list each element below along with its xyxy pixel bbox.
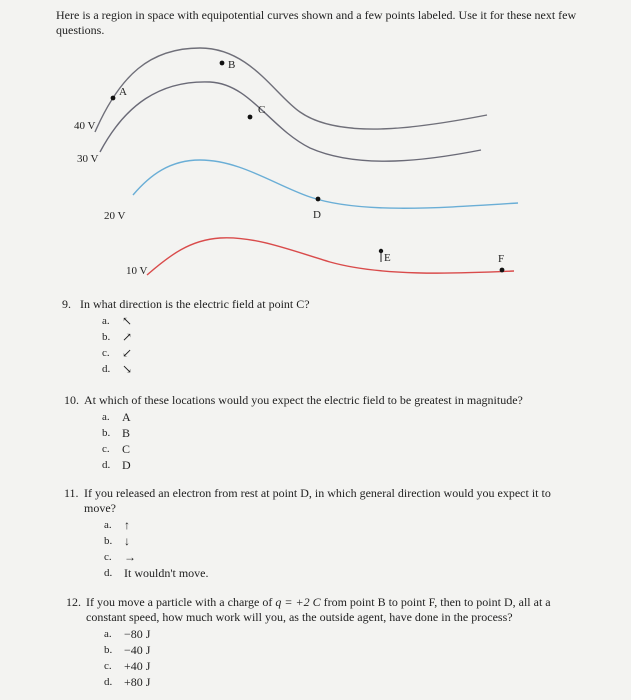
point-c-label: C bbox=[258, 104, 266, 116]
point-f-dot bbox=[500, 268, 505, 273]
option-c[interactable]: c. → bbox=[104, 550, 136, 564]
arrow-up-right-icon: ↗ bbox=[122, 330, 133, 344]
intro-text: Here is a region in space with equipotential curves shown and a few points labeled. Use it for these next few questions. bbox=[56, 8, 577, 37]
question-number: 12. bbox=[66, 595, 81, 609]
curve-30v bbox=[100, 82, 481, 161]
point-c-dot bbox=[248, 115, 253, 120]
question-9 bbox=[62, 297, 582, 377]
arrow-up-icon: ↑ bbox=[124, 518, 130, 532]
point-a-label: A bbox=[119, 86, 127, 98]
option-b[interactable]: b. ↓ bbox=[104, 534, 130, 548]
question-text: At which of these locations would you expect the electric field to be greatest in magnitude? bbox=[84, 393, 523, 407]
option-c[interactable]: c. C bbox=[102, 442, 131, 456]
question-11 bbox=[64, 486, 564, 581]
arrow-down-left-icon: ↙ bbox=[122, 346, 133, 360]
point-a-dot bbox=[111, 96, 116, 101]
label-20v: 20 V bbox=[104, 210, 126, 222]
question-12 bbox=[66, 595, 566, 690]
question-text: In what direction is the electric field at point C? bbox=[80, 297, 310, 311]
option-c[interactable]: c. ↙ bbox=[102, 346, 133, 360]
question-text: If you move a particle with a charge of q = +2 C from point B to point F, then to point D, all at a constant speed, how much work will you, as the outside agent, have done in the process? bbox=[86, 595, 551, 624]
arrow-down-right-icon: ↘ bbox=[122, 362, 133, 376]
option-b[interactable]: b. ↗ bbox=[102, 330, 133, 344]
option-a[interactable]: a. A bbox=[102, 410, 131, 424]
option-d[interactable]: d. It wouldn't move. bbox=[104, 566, 209, 580]
option-a[interactable]: a. ↑ bbox=[104, 518, 130, 532]
option-d[interactable]: d. +80 J bbox=[104, 675, 151, 689]
question-number: 11. bbox=[64, 486, 79, 500]
point-e-label: E bbox=[384, 252, 391, 264]
charge-expression: q = +2 C bbox=[275, 595, 321, 609]
equipotential-figure bbox=[0, 0, 631, 300]
question-number: 10. bbox=[64, 393, 79, 407]
option-d[interactable]: d. ↘ bbox=[102, 362, 133, 376]
question-text: If you released an electron from rest at point D, in which general direction would you expect it to move? bbox=[84, 486, 551, 515]
point-f-label: F bbox=[498, 253, 505, 265]
label-30v: 30 V bbox=[77, 153, 99, 165]
arrow-down-icon: ↓ bbox=[124, 534, 130, 548]
option-a[interactable]: a. ↖ bbox=[102, 314, 133, 328]
point-d-label: D bbox=[313, 209, 321, 221]
point-d-dot bbox=[316, 197, 321, 202]
point-b-dot bbox=[220, 61, 225, 66]
option-d[interactable]: d. D bbox=[102, 458, 131, 472]
option-a[interactable]: a. −80 J bbox=[104, 627, 151, 641]
question-10 bbox=[64, 393, 594, 473]
point-b-label: B bbox=[228, 59, 236, 71]
arrow-up-left-icon: ↖ bbox=[122, 314, 133, 328]
curve-40v bbox=[95, 48, 487, 132]
label-40v: 40 V bbox=[74, 120, 96, 132]
question-number: 9. bbox=[62, 297, 71, 311]
option-b[interactable]: b. B bbox=[102, 426, 131, 440]
arrow-right-icon: → bbox=[124, 550, 136, 564]
option-c[interactable]: c. +40 J bbox=[104, 659, 151, 673]
curve-10v bbox=[147, 238, 514, 275]
curve-20v bbox=[133, 160, 518, 208]
option-b[interactable]: b. −40 J bbox=[104, 643, 151, 657]
label-10v: 10 V bbox=[126, 265, 148, 277]
